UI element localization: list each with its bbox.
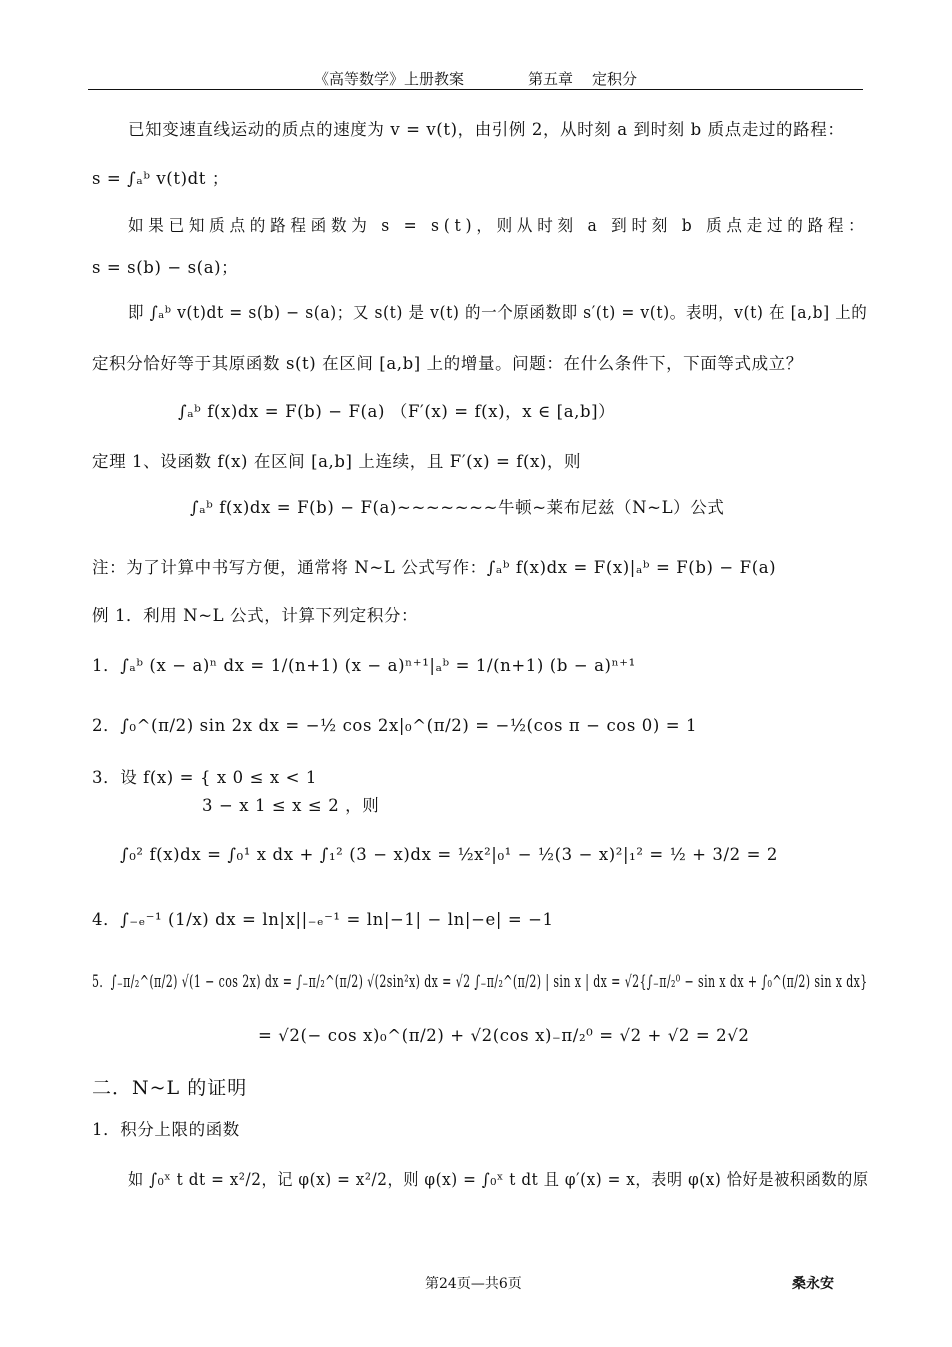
formula-newton-leibniz: ∫ₐᵇ f(x)dx = F(b) − F(a)~~~~~~~牛顿~莱布尼兹（N~L）公式 xyxy=(190,498,725,517)
example-item-5: 5．∫₋π/₂^(π/2) √(1 − cos 2x) dx = ∫₋π/₂^(π/2) √(2sin²x) dx = √2 ∫₋π/₂^(π/2) | sin x | dx = √2{∫₋π/₂⁰ − sin x dx + ∫₀^(π/2) sin x dx} xyxy=(92,972,868,991)
text-line-upper-limit-function: 如 ∫₀ˣ t dt = x²/2，记 φ(x) = x²/2，则 φ(x) = ∫₀ˣ t dt 且 φ′(x) = x，表明 φ(x) 恰好是被积函数的原 xyxy=(128,1170,869,1189)
example-item-5-result: = √2(− cos x)₀^(π/2) + √2(cos x)₋π/₂⁰ = √2 + √2 = 2√2 xyxy=(258,1026,750,1045)
formula-distance-difference: s = s(b) − s(a)； xyxy=(92,258,239,277)
formula-question: ∫ₐᵇ f(x)dx = F(b) − F(a) （F′(x) = f(x)，x ∈ [a,b]） xyxy=(178,402,616,421)
header-chapter: 第五章 xyxy=(528,70,574,88)
footer-page-number: 第24页—共6页 xyxy=(425,1276,522,1292)
header-rule xyxy=(88,89,863,90)
subsection-1-heading: 1．积分上限的函数 xyxy=(92,1120,240,1139)
header-topic: 定积分 xyxy=(592,70,638,88)
example-1-heading: 例 1．利用 N~L 公式，计算下列定积分： xyxy=(92,606,419,625)
example-item-2: 2．∫₀^(π/2) sin 2x dx = −½ cos 2x|₀^(π/2) = −½(cos π − cos 0) = 1 xyxy=(92,716,698,735)
example-item-3-computation: ∫₀² f(x)dx = ∫₀¹ x dx + ∫₁² (3 − x)dx = ½x²|₀¹ − ½(3 − x)²|₁² = ½ + 3/2 = 2 xyxy=(120,845,778,864)
example-item-3-case-1: 3．设 f(x) = { x 0 ≤ x < 1 xyxy=(92,768,317,787)
note-notation: 注：为了计算中书写方便，通常将 N~L 公式写作：∫ₐᵇ f(x)dx = F(x)|ₐᵇ = F(b) − F(a) xyxy=(92,558,777,577)
text-line-question: 定积分恰好等于其原函数 s(t) 在区间 [a,b] 上的增量。问题：在什么条件下，下面等式成立？ xyxy=(92,354,803,373)
footer-author: 桑永安 xyxy=(792,1276,834,1292)
text-line-velocity: 已知变速直线运动的质点的速度为 v = v(t)，由引例 2，从时刻 a 到时刻 b 质点走过的路程： xyxy=(128,120,845,139)
example-item-1: 1．∫ₐᵇ (x − a)ⁿ dx = 1/(n+1) (x − a)ⁿ⁺¹|ₐᵇ = 1/(n+1) (b − a)ⁿ⁺¹ xyxy=(92,656,636,675)
header-book-title: 《高等数学》上册教案 xyxy=(314,70,465,88)
formula-distance-integral: s = ∫ₐᵇ v(t)dt ； xyxy=(92,169,229,188)
theorem-1: 定理 1、设函数 f(x) 在区间 [a,b] 上连续，且 F′(x) = f(x)，则 xyxy=(92,452,582,471)
section-2-heading: 二．N~L 的证明 xyxy=(92,1077,248,1099)
example-item-4: 4．∫₋ₑ⁻¹ (1/x) dx = ln|x||₋ₑ⁻¹ = ln|−1| − ln|−e| = −1 xyxy=(92,910,554,929)
text-line-antiderivative: 即 ∫ₐᵇ v(t)dt = s(b) − s(a)；又 s(t) 是 v(t) 的一个原函数即 s′(t) = v(t)。表明，v(t) 在 [a,b] 上的 xyxy=(128,303,868,322)
text-line-distance-function: 如果已知质点的路程函数为 s = s(t)，则从时刻 a 到时刻 b 质点走过的路程： xyxy=(128,216,869,235)
example-item-3-case-2: 3 − x 1 ≤ x ≤ 2 ，则 xyxy=(202,796,380,815)
